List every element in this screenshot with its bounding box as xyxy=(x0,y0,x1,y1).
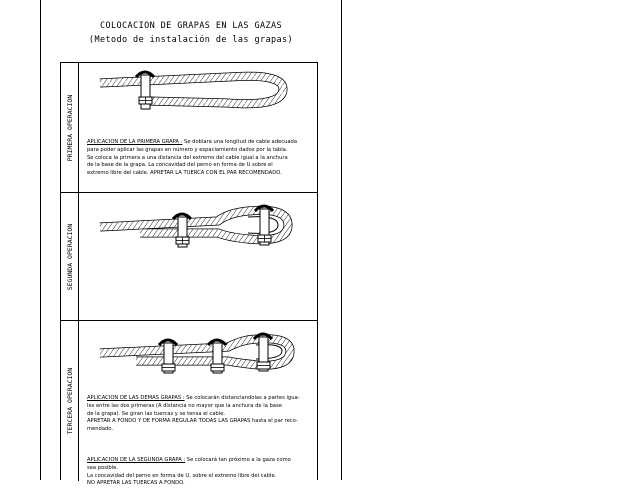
step-1-instructions xyxy=(87,139,313,178)
drawing-title: COLOCACION DE GRAPAS EN LAS GAZAS xyxy=(99,21,283,31)
step-2-label: SEGUNDA OPERACION xyxy=(65,223,74,290)
step-3-line-1: Se colocarán distanciandolas a partes igua- xyxy=(184,395,300,401)
drawing-subtitle: (Metodo de instalación de las grapas) xyxy=(88,35,294,45)
step-1-illustration xyxy=(78,63,318,143)
step-3-line-3: de la grapa). Se giran las tuercas y se tensa el cable. xyxy=(87,410,225,417)
step-3-label: TERCERA OPERACION xyxy=(65,367,74,435)
step-3-line-2: les entre las dos primeras (A distancia no mayor que la anchura de la base xyxy=(87,402,282,409)
step-2-illustration xyxy=(78,193,318,273)
step-3-side-cell xyxy=(61,321,79,481)
step-2-line-4: NO APRETAR LAS TUERCAS A FONDO. xyxy=(87,480,185,487)
step-1-line-2: para poder aplicar las grapas en número y espaciamiento dados por la tabla. xyxy=(87,146,288,153)
step-1-line-3: Se coloca la primera a una distancia del extremo del cable igual a la anchura xyxy=(87,154,288,161)
step-3-instructions xyxy=(87,395,313,434)
step-3-illustration xyxy=(78,321,318,403)
step-2-line-2: sea posible. xyxy=(87,464,118,471)
step-1-row xyxy=(61,63,317,193)
step-3-row xyxy=(61,321,317,481)
step-2-line-3: La concavidad del perno en forma de U, sobre el extremo libre del cable. xyxy=(87,472,277,479)
step-1-heading: APLICACION DE LA PRIMERA GRAPA : xyxy=(87,139,183,145)
step-2-side-cell xyxy=(61,193,79,320)
step-1-line-4: de la base de la grapa. La concavidad del perno en forma de U sobre el xyxy=(87,162,273,169)
step-1-line-5: extremo libre del cable. APRETAR LA TUERCA CON EL PAR RECOMENDADO. xyxy=(87,170,282,177)
step-3-line-4: APRETAR A FONDO Y DE FORMA REGULAR TODAS LAS GRAPAS hasta el par reco- xyxy=(87,418,298,425)
step-3-line-5: mendado. xyxy=(87,426,114,433)
step-1-line-1: Se doblara una longitud de cable adecuada xyxy=(182,139,298,145)
step-3-heading: APLICACION DE LAS DEMAS GRAPAS : xyxy=(87,395,185,401)
step-2-line-1: Se colocará tan próximo a la gaza como xyxy=(185,457,291,463)
step-1-side-cell xyxy=(61,63,79,192)
procedure-table xyxy=(60,62,318,487)
step-2-heading: APLICACION DE LA SEGUNDA GRAPA : xyxy=(87,457,186,463)
step-1-label: PRIMERA OPERACION xyxy=(65,94,74,161)
